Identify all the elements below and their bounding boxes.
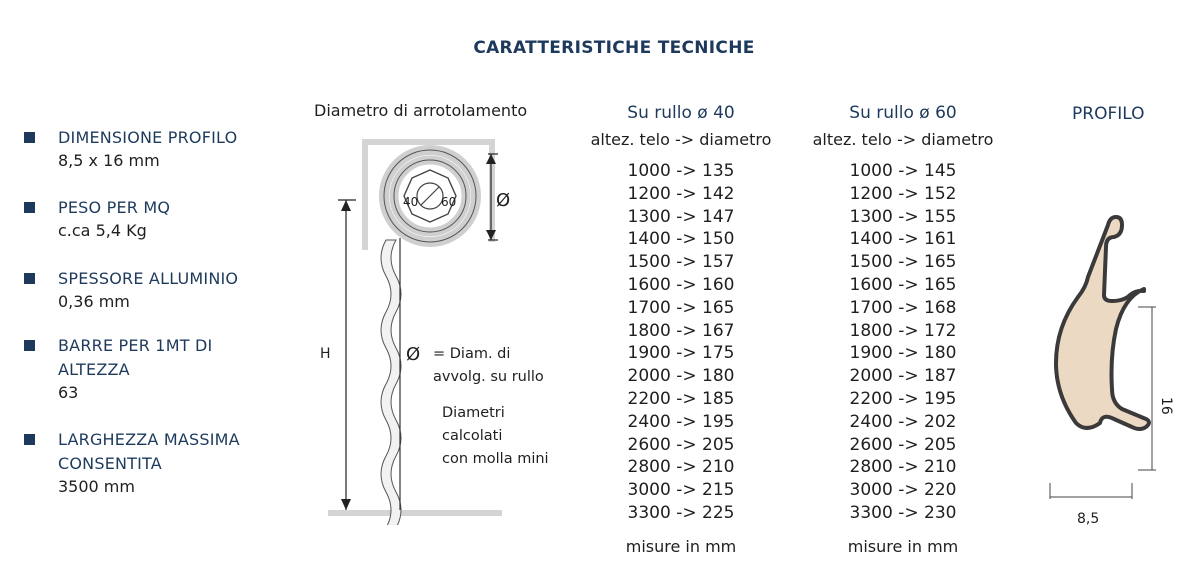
table-heading: Su rullo ø 40 [627, 103, 735, 123]
spec-label: BARRE PER 1MT DI ALTEZZA [58, 336, 213, 379]
table-row: 1600 -> 165 [849, 274, 957, 295]
diagram-title: Diametro di arrotolamento [314, 101, 528, 120]
table-row: 2600 -> 205 [849, 434, 957, 455]
table-row: 2400 -> 202 [849, 411, 957, 432]
table-row: 1700 -> 168 [849, 297, 957, 318]
page-title: CARATTERISTICHE TECNICHE [473, 38, 755, 58]
table-row: 3300 -> 230 [849, 502, 957, 523]
table-subheading: altez. telo -> diametro [590, 130, 772, 149]
curtain-slats [381, 240, 401, 525]
table-row: 2600 -> 205 [627, 434, 735, 455]
table-row: 2200 -> 185 [627, 388, 735, 409]
legend-text [433, 343, 544, 389]
table-row: 1900 -> 180 [849, 343, 957, 364]
roll-spiral [384, 150, 476, 242]
label-40: 40 [403, 195, 419, 209]
table-row: 1400 -> 161 [849, 229, 957, 250]
table-row: 2800 -> 210 [627, 457, 735, 478]
spec-item-peso [24, 196, 298, 242]
table-row: 1200 -> 142 [627, 183, 735, 204]
table-row: 1900 -> 175 [627, 343, 735, 364]
table-row: 1000 -> 145 [849, 161, 957, 181]
height-label: 16 [1158, 397, 1174, 415]
table-roll-40 [576, 100, 786, 570]
diameter-symbol: Ø [496, 190, 511, 211]
note-line: calcolati [442, 428, 503, 444]
spec-item-dimensione [24, 126, 298, 172]
legend-diameter-symbol: Ø [406, 344, 421, 365]
spec-value: 0,36 mm [58, 292, 130, 311]
spec-value: 63 [58, 383, 79, 402]
table-row: 1800 -> 172 [849, 320, 957, 341]
table-row: 2400 -> 195 [627, 411, 735, 432]
h-label: H [320, 346, 331, 362]
width-label: 8,5 [1077, 511, 1100, 527]
spec-value: c.ca 5,4 Kg [58, 221, 147, 240]
bullet-square-icon [24, 202, 35, 213]
bullet-square-icon [24, 340, 35, 351]
spec-item-barre [24, 334, 258, 404]
table-row: 1400 -> 150 [627, 229, 735, 250]
table-rows [798, 160, 1008, 525]
profile-title: PROFILO [1072, 104, 1145, 124]
table-row: 3000 -> 220 [849, 480, 957, 501]
bullet-square-icon [24, 273, 35, 284]
table-row: 1500 -> 165 [849, 252, 957, 273]
table-footnote: misure in mm [625, 537, 737, 556]
note-line: Diametri [442, 405, 505, 421]
table-roll-60 [798, 100, 1008, 570]
bullet-square-icon [24, 434, 35, 445]
table-rows [576, 160, 786, 525]
note-line: con molla mini [442, 451, 549, 467]
table-row: 1500 -> 157 [627, 252, 735, 273]
table-row: 3300 -> 225 [627, 502, 735, 523]
spec-label: PESO PER MQ [58, 198, 171, 217]
table-row: 1600 -> 160 [627, 274, 735, 295]
table-subheading: altez. telo -> diametro [812, 130, 994, 149]
spec-item-larghezza [24, 428, 288, 498]
table-row: 1300 -> 155 [849, 206, 957, 227]
spec-label: LARGHEZZA MASSIMA CONSENTITA [58, 430, 240, 473]
profile-drawing [1030, 205, 1190, 535]
diameter-note [442, 402, 549, 471]
table-row: 1700 -> 165 [627, 297, 735, 318]
table-row: 1000 -> 135 [627, 161, 735, 181]
legend-line: = Diam. di [433, 346, 511, 362]
spec-value: 3500 mm [58, 477, 135, 496]
table-row: 2200 -> 195 [849, 388, 957, 409]
table-row: 2000 -> 187 [849, 366, 957, 387]
table-heading: Su rullo ø 60 [849, 103, 957, 123]
table-row: 3000 -> 215 [627, 480, 735, 501]
spec-item-spessore [24, 267, 298, 313]
table-footnote: misure in mm [847, 537, 959, 556]
spec-label: DIMENSIONE PROFILO [58, 128, 238, 147]
label-60: 60 [441, 195, 457, 209]
table-row: 2000 -> 180 [627, 366, 735, 387]
profile-shape [1056, 217, 1149, 429]
bullet-square-icon [24, 132, 35, 143]
table-row: 2800 -> 210 [849, 457, 957, 478]
table-row: 1200 -> 152 [849, 183, 957, 204]
table-row: 1300 -> 147 [627, 206, 735, 227]
legend-line: avvolg. su rullo [433, 369, 544, 385]
spec-value: 8,5 x 16 mm [58, 151, 160, 170]
spec-label: SPESSORE ALLUMINIO [58, 269, 239, 288]
table-row: 1800 -> 167 [627, 320, 735, 341]
